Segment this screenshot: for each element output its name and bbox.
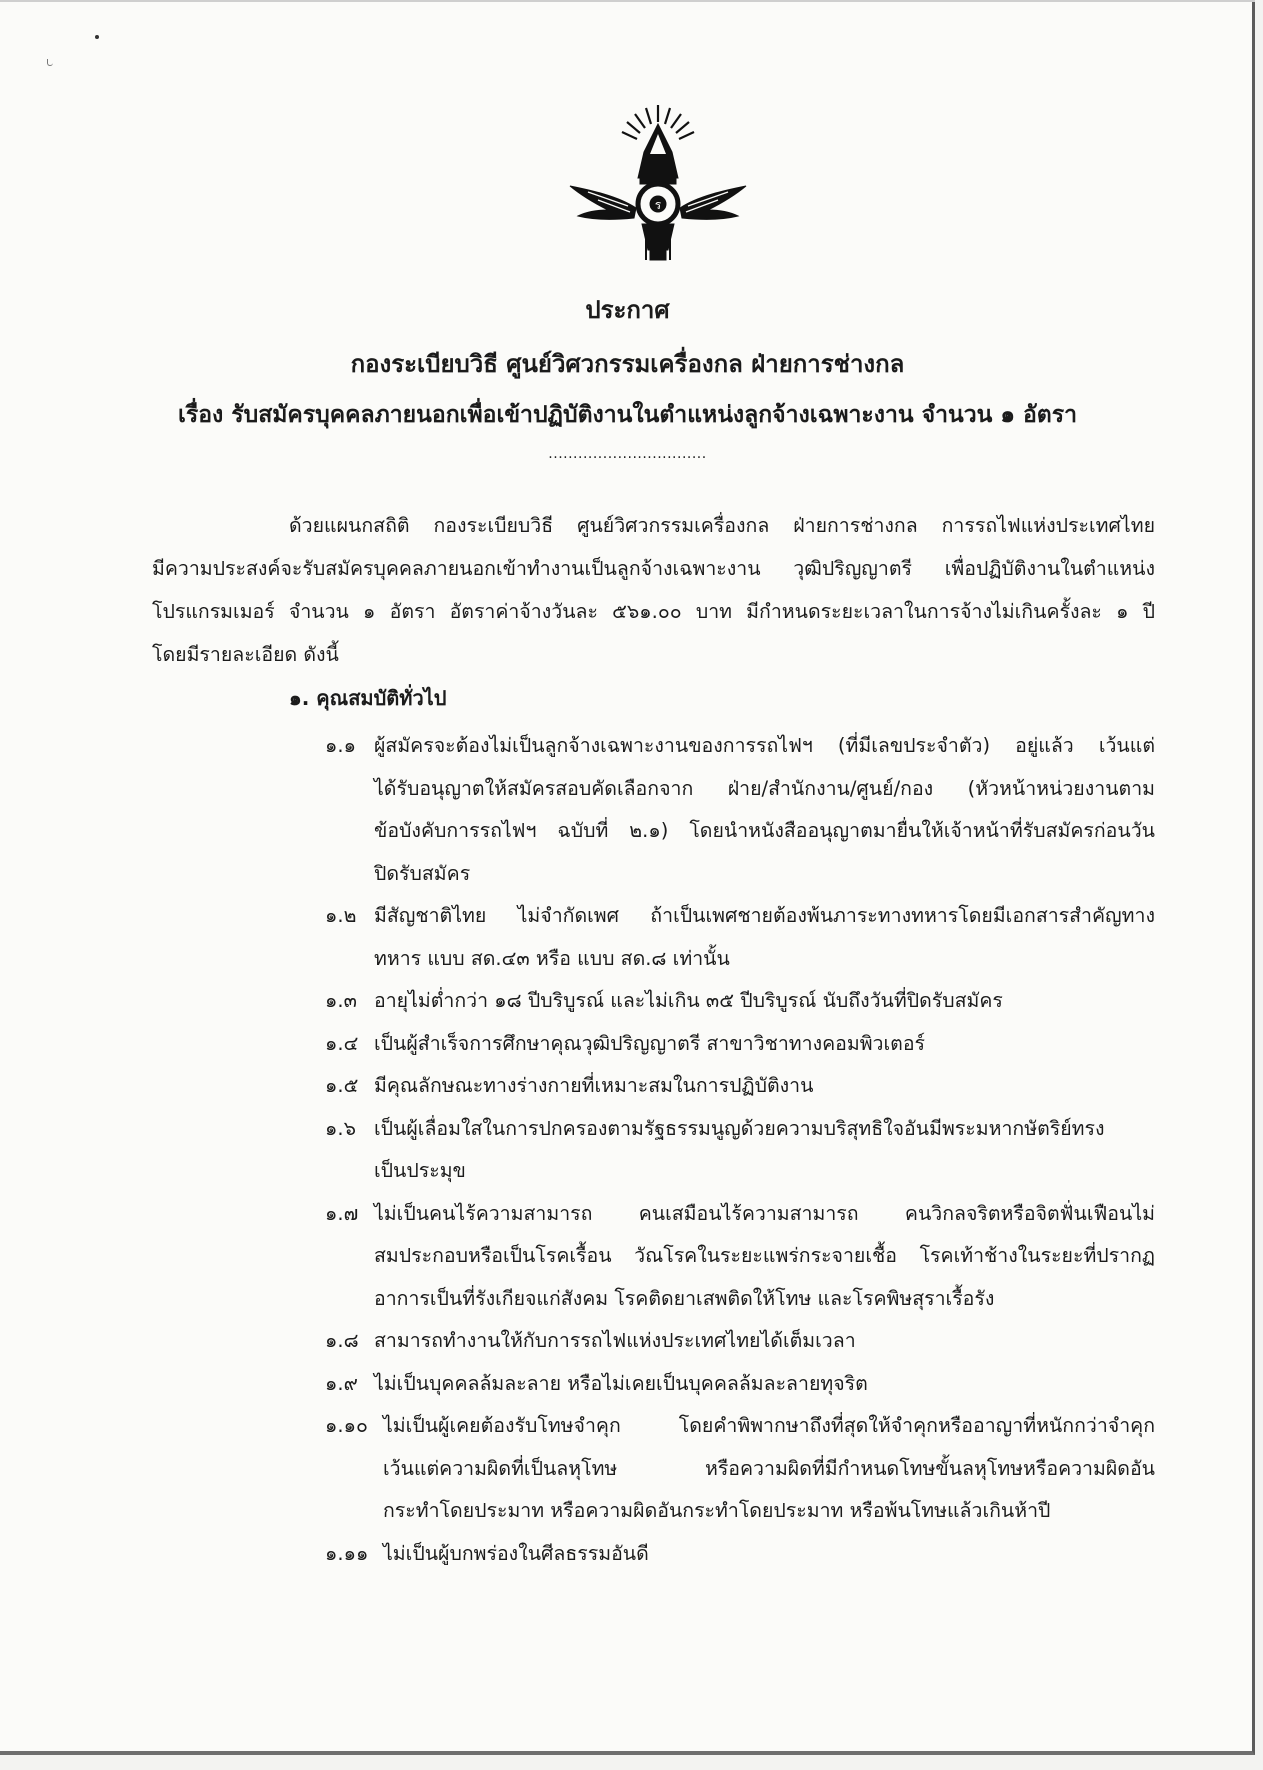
item-line: มีคุณลักษณะทางร่างกายที่เหมาะสมในการปฏิบัติงาน — [374, 1074, 814, 1097]
scan-edge — [0, 0, 1255, 2]
item-number: ๑.๖ — [325, 1116, 356, 1140]
svg-text:ร: ร — [654, 198, 662, 212]
railway-emblem-icon — [568, 100, 748, 270]
dotted-divider: ................................ — [548, 446, 707, 462]
item-line: อาการเป็นที่รังเกียจแก่สังคม โรคติดยาเสพติดให้โทษ และโรคพิษสุราเรื้อรัง — [374, 1286, 995, 1310]
item-number: ๑.๓ — [325, 989, 357, 1012]
scan-speck — [95, 35, 99, 39]
list-item — [325, 1320, 1155, 1363]
list-item — [325, 1533, 1155, 1576]
intro-line: มีความประสงค์จะรับสมัครบุคคลภายนอกเข้าทำงานเป็นลูกจ้างเฉพาะงาน วุฒิปริญญาตรี เพื่อปฏิบัติงานในตำแหน่ง — [152, 557, 1155, 580]
section-title: ๑. คุณสมบัติทั่วไป — [289, 686, 447, 710]
item-line: กระทำโดยประมาท หรือความผิดอันกระทำโดยประมาท หรือพ้นโทษแล้วเกินห้าปี — [383, 1499, 1051, 1522]
item-line: เป็นประมุข — [374, 1159, 466, 1182]
list-item — [325, 1405, 1155, 1533]
item-line: มีสัญชาติไทย ไม่จำกัดเพศ ถ้าเป็นเพศชายต้องพ้นภาระทางทหารโดยมีเอกสารสำคัญทาง — [374, 904, 1155, 927]
item-number: ๑.๑๑ — [325, 1541, 369, 1565]
item-line: ทหาร แบบ สด.๔๓ หรือ แบบ สด.๘ เท่านั้น — [374, 946, 730, 970]
item-line: เป็นผู้สำเร็จการศึกษาคุณวุฒิปริญญาตรี สาขาวิชาทางคอมพิวเตอร์ — [374, 1031, 926, 1055]
item-line: ไม่เป็นผู้บกพร่องในศีลธรรมอันดี — [383, 1541, 649, 1565]
intro-line: โปรแกรมเมอร์ จำนวน ๑ อัตรา อัตราค่าจ้างวันละ ๕๖๑.๐๐ บาท มีกำหนดระยะเวลาในการจ้างไม่เกินครั้งละ ๑ ปี — [152, 600, 1155, 623]
item-number: ๑.๒ — [325, 904, 357, 927]
item-line: ได้รับอนุญาตให้สมัครสอบคัดเลือกจาก ฝ่าย/สำนักงาน/ศูนย์/กอง (หัวหน้าหน่วยงานตาม — [374, 776, 1155, 800]
announcement-subject: เรื่อง รับสมัครบุคคลภายนอกเพื่อเข้าปฏิบัติงานในตำแหน่งลูกจ้างเฉพาะงาน จำนวน ๑ อัตรา — [177, 402, 1078, 428]
item-line: เว้นแต่ความผิดที่เป็นลหุโทษ หรือความผิดที่มีกำหนดโทษขั้นลหุโทษหรือความผิดอัน — [383, 1456, 1155, 1480]
item-number: ๑.๑๐ — [325, 1414, 368, 1437]
list-item — [325, 895, 1155, 980]
announcement-title: ประกาศ — [585, 296, 670, 324]
item-line: ไม่เป็นบุคคลล้มละลาย หรือไม่เคยเป็นบุคคลล้มละลายทุจริต — [374, 1371, 868, 1395]
qualification-list — [325, 725, 1155, 1575]
list-item — [325, 1108, 1155, 1193]
item-line: ไม่เป็นผู้เคยต้องรับโทษจำคุก โดยคำพิพากษาถึงที่สุดให้จำคุกหรืออาญาที่หนักกว่าจำคุก — [383, 1414, 1155, 1437]
scan-speck — [47, 59, 53, 66]
list-item — [325, 1363, 1155, 1406]
item-number: ๑.๑ — [325, 734, 356, 757]
item-number: ๑.๕ — [325, 1074, 359, 1097]
item-number: ๑.๔ — [325, 1031, 359, 1055]
item-line: เป็นผู้เลื่อมใสในการปกครองตามรัฐธรรมนูญด้วยความบริสุทธิใจอันมีพระมหากษัตริย์ทรง — [374, 1116, 1105, 1140]
list-item — [325, 1065, 1155, 1108]
intro-line: ด้วยแผนกสถิติ กองระเบียบวิธี ศูนย์วิศวกรรมเครื่องกล ฝ่ายการช่างกล การรถไฟแห่งประเทศไทย — [289, 514, 1155, 537]
intro-line: โดยมีรายละเอียด ดังนี้ — [152, 643, 339, 666]
item-line: สมประกอบหรือเป็นโรคเรื้อน วัณโรคในระยะแพร่กระจายเชื้อ โรคเท้าช้างในระยะที่ปรากฏ — [374, 1244, 1155, 1267]
item-line: สามารถทำงานให้กับการรถไฟแห่งประเทศไทยได้เต็มเวลา — [374, 1329, 856, 1352]
list-item — [325, 1023, 1155, 1066]
organization-name: กองระเบียบวิธี ศูนย์วิศวกรรมเครื่องกล ฝ่ายการช่างกล — [350, 350, 905, 378]
item-number: ๑.๘ — [325, 1329, 359, 1352]
item-line: ผู้สมัครจะต้องไม่เป็นลูกจ้างเฉพาะงานของการรถไฟฯ (ที่มีเลขประจำตัว) อยู่แล้ว เว้นแต่ — [374, 734, 1155, 757]
item-number: ๑.๗ — [325, 1201, 359, 1225]
list-item — [325, 980, 1155, 1023]
item-number: ๑.๙ — [325, 1371, 358, 1395]
item-line: อายุไม่ต่ำกว่า ๑๘ ปีบริบูรณ์ และไม่เกิน ๓๕ ปีบริบูรณ์ นับถึงวันที่ปิดรับสมัคร — [374, 989, 1003, 1012]
item-line: ปิดรับสมัคร — [374, 861, 471, 885]
list-item — [325, 725, 1155, 895]
list-item — [325, 1193, 1155, 1321]
item-line: ไม่เป็นคนไร้ความสามารถ คนเสมือนไร้ความสามารถ คนวิกลจริตหรือจิตฟั่นเฟือนไม่ — [374, 1201, 1155, 1225]
item-line: ข้อบังคับการรถไฟฯ ฉบับที่ ๒.๑) โดยนำหนังสืออนุญาตมายื่นให้เจ้าหน้าที่รับสมัครก่อนวัน — [374, 819, 1155, 842]
intro-paragraph — [152, 504, 1155, 676]
